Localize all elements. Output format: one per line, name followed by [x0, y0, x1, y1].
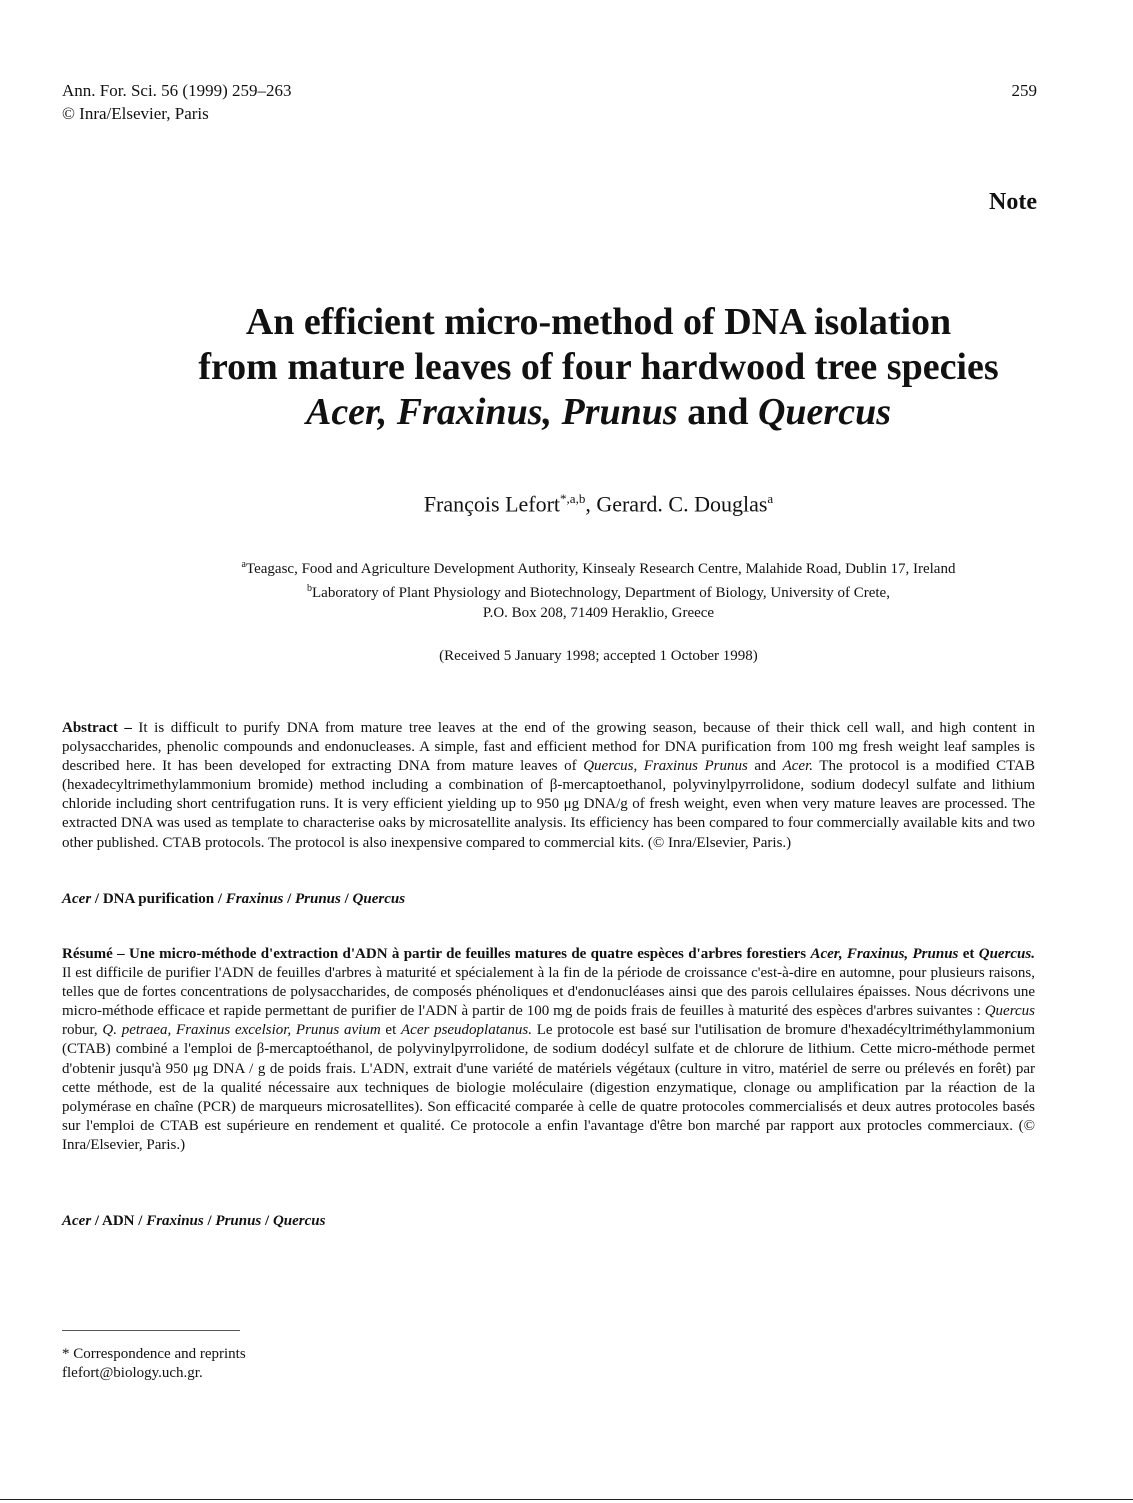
affiliation-a-text: Teagasc, Food and Agriculture Development Authority, Kinsealy Research Centre, Malahide Road, Dublin 17, Ireland	[246, 561, 956, 577]
affiliation-a-mark: a	[241, 559, 246, 570]
footnote	[62, 1345, 246, 1383]
resume-text-1: Il est difficile de purifier l'ADN de feuilles d'arbres à maturité et spécialement à la fin de la période de croissance c'est-à-dire en automne, pour plusieurs raisons, telles que de fortes concentrations de polysaccharides, de composés phénoliques et d'endonucléases ainsi que des parois cellulaires épaisses. Nous décrivons une micro-méthode efficace et rapide permettant de purifier de l'ADN à partir de 100 mg de poids frais de feuilles à maturité des espèces d'arbres suivantes :	[62, 965, 1035, 1020]
footnote-email: flefort@biology.uch.gr.	[62, 1365, 203, 1381]
keyword-sep-3: /	[340, 891, 353, 907]
resume-heading-et: et	[958, 946, 979, 962]
copyright-line: © Inra/Elsevier, Paris	[62, 104, 209, 123]
resume-text-4: Le protocole est basé sur l'utilisation de bromure d'hexadécyltriméthylammonium (CTAB) combiné a l'emploi de β-mercaptoéthanol, de polyvinylpyrrolidone, de sodium dodécyl sulfate et de chlorure de lithium. Cette micro-méthode permet d'obtenir jusqu'à 950 μg DNA / g de poids frais. L'ADN, extrait d'une variété de matériels végétaux (culture in vitro, matériel de serre ou prélevés en forêt) par cette méthode, est de la qualité nécessaire aux techniques de biologie moléculaire (digestion enzymatique, clonage ou amplification par la réaction de la polymérase en chaîne (PCR) de marqueurs microsatellites). Son efficacité comparée à celle de quatre protocoles commercialisés et deux autres protocoles basés sur l'emploi de CTAB est supérieure en rendement et qualité. Ce protocole a enfin l'avantage d'être bon marché par rapport aux protocles commerciaux. (© Inra/Elsevier, Paris.)	[62, 1022, 1035, 1153]
resume-heading-italic-1: Acer, Fraxinus, Prunus	[810, 946, 959, 962]
resume-text-2: robur,	[62, 1022, 103, 1039]
abstract-text-1: It is difficult to purify DNA from mature tree leaves at the end of the growing season, because of their thick cell wall, and high content in polysaccharides, phenolic compounds and endonucleases. A simple, fast and efficient method for DNA purification from 100 mg fresh weight leaf samples is described here. It has been developed for extracting DNA from mature leaves of	[62, 720, 1035, 775]
keywords-french	[62, 1213, 325, 1230]
resume-text-3: et	[380, 1022, 401, 1039]
title-line-2: from mature leaves of four hardwood tree species	[198, 346, 999, 388]
resume-french	[62, 945, 1035, 1155]
abstract-text-3: The protocol is a modified CTAB (hexadecyltrimethylammonium bromide) method including a combination of β-mercaptoethanol, polyvinylpyrrolidone, sodium dodecyl sulfate and lithium chloride including short centrifugation runs. It is very efficient yielding up to 950 μg DNA/g of fresh weight, even when very mature leaves are processed. The extracted DNA was used as template to characterise oaks by microsatellite analysis. Its efficiency has been compared to four commercially available kits and two other published. CTAB protocols. The protocol is also inexpensive compared to commercial kits. (© Inra/Elsevier, Paris.)	[62, 758, 1035, 851]
abstract-italic-2: Acer.	[782, 758, 814, 775]
page-bottom-rule	[0, 1499, 1133, 1500]
title-line-1: An efficient micro-method of DNA isolation	[245, 301, 952, 343]
resume-heading-text: Résumé – Une micro-méthode d'extraction d'ADN à partir de feuilles matures de quatre espèces d'arbres forestiers	[62, 946, 811, 962]
journal-citation: Ann. For. Sci. 56 (1999) 259–263	[62, 81, 292, 100]
mot-cle-quercus: Quercus	[272, 1213, 326, 1229]
resume-italic-2: Q. petraea, Fraxinus excelsior, Prunus avium	[102, 1022, 381, 1039]
title-and: and	[687, 391, 749, 433]
author-2-affiliation-marks: a	[767, 491, 774, 506]
keyword-sep-1: / DNA purification /	[91, 891, 226, 907]
received-dates: (Received 5 January 1998; accepted 1 October 1998)	[439, 648, 758, 664]
title-genus-prunus: Prunus	[561, 391, 678, 433]
author-list	[62, 491, 1133, 517]
keyword-quercus: Quercus	[352, 891, 406, 907]
affiliation-a	[62, 555, 1133, 579]
title-genus-quercus: Quercus	[757, 391, 892, 433]
title-genus-acer: Acer,	[305, 391, 388, 433]
affiliations	[62, 555, 1133, 623]
abstract-text-2: and	[747, 758, 783, 775]
title-genus-fraxinus: Fraxinus,	[396, 391, 552, 433]
affiliation-b-mark: b	[307, 583, 313, 594]
keyword-sep-2: /	[283, 891, 295, 907]
mot-cle-sep-1: / ADN /	[91, 1213, 147, 1229]
abstract-heading: Abstract –	[62, 720, 132, 736]
mot-cle-sep-2: /	[203, 1213, 216, 1229]
author-2: Gerard. C. Douglas	[596, 491, 768, 517]
article-type-label: Note	[989, 189, 1037, 215]
abstract	[62, 719, 1035, 853]
footnote-divider	[62, 1330, 240, 1331]
mot-cle-sep-3: /	[261, 1213, 273, 1229]
abstract-italic-1: Quercus, Fraxinus Prunus	[583, 758, 748, 775]
keyword-acer: Acer	[62, 891, 92, 907]
author-1-affiliation-marks: *,a,b	[560, 491, 586, 506]
resume-italic-1: Quercus	[984, 1003, 1035, 1020]
affiliation-b	[62, 579, 1133, 603]
keyword-prunus: Prunus	[294, 891, 341, 907]
mot-cle-fraxinus: Fraxinus	[146, 1213, 204, 1229]
page-number: 259	[1011, 81, 1037, 100]
author-1: François Lefort	[423, 491, 561, 517]
title-line-3	[62, 390, 1133, 435]
article-title	[62, 300, 1133, 435]
keywords-english	[62, 891, 405, 908]
affiliation-b-address: P.O. Box 208, 71409 Heraklio, Greece	[482, 605, 715, 621]
mot-cle-acer: Acer	[62, 1213, 92, 1229]
affiliation-b-text: Laboratory of Plant Physiology and Biotechnology, Department of Biology, University of Crete,	[312, 585, 890, 601]
resume-heading	[62, 946, 1035, 962]
resume-heading-italic-2: Quercus.	[978, 946, 1035, 962]
mot-cle-prunus: Prunus	[215, 1213, 262, 1229]
resume-italic-3: Acer pseudoplatanus.	[401, 1022, 532, 1039]
journal-header	[62, 79, 292, 125]
keyword-fraxinus: Fraxinus	[225, 891, 284, 907]
author-separator: ,	[585, 491, 597, 517]
footnote-correspondence: * Correspondence and reprints	[62, 1346, 246, 1362]
